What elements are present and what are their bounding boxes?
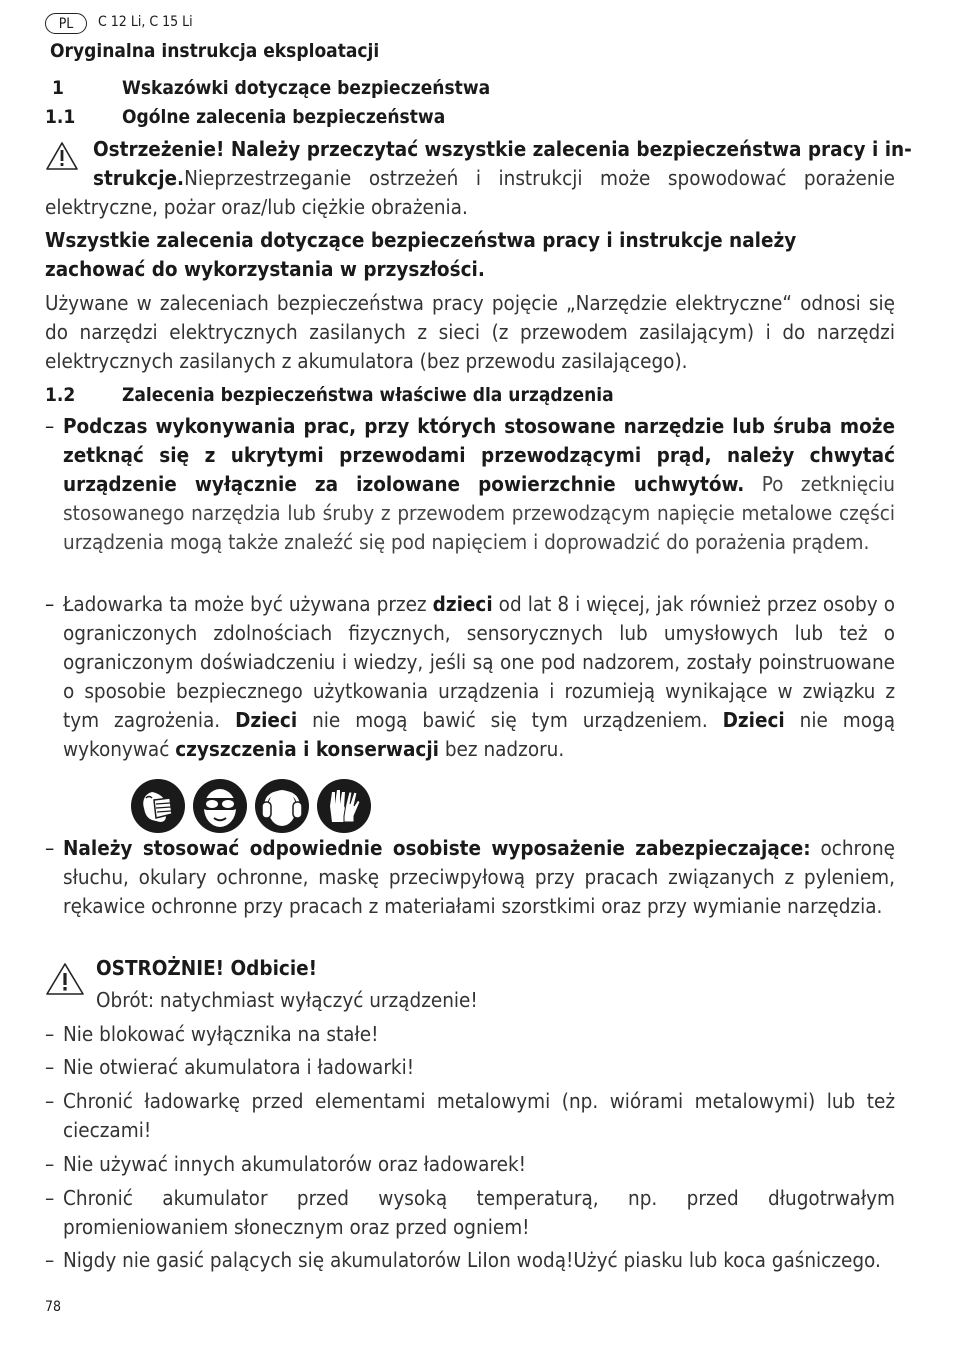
- list-item-text: [63, 834, 895, 921]
- list-item: [45, 1246, 895, 1275]
- list-item: [45, 1053, 895, 1082]
- bullet-dash: –: [45, 836, 55, 860]
- text: bez nadzoru.: [438, 737, 565, 761]
- ppe-icons: [130, 778, 370, 834]
- warning-bold-word: strukcje.: [93, 166, 185, 190]
- section-title: Ogólne zalecenia bezpieczeństwa: [122, 106, 446, 128]
- warning-general: [93, 135, 912, 193]
- list-item-children: [45, 590, 895, 764]
- section-number: 1.2: [45, 384, 76, 406]
- language-badge: PL: [45, 13, 87, 34]
- list-item: [45, 1087, 895, 1145]
- gloves-icon: [316, 778, 372, 834]
- list-item-text: Chronić akumulator przed wysoką temperaturą, np. przed długotrwałym promieniowaniem słonecznym oraz przed ogniem!: [63, 1186, 895, 1239]
- section-heading-1-1: [45, 106, 895, 132]
- list-item-text: Nie używać innych akumulatorów oraz ładowarek!: [63, 1152, 527, 1176]
- explanation: ochronę słuchu, okulary ochronne, maskę przeciwpyłową przy pracach związanych z pyleniem, rękawice ochronne przy pracach z materiałami szorstkimi oraz przy wymianie narzędzia.: [63, 836, 896, 918]
- list-item: [45, 1020, 895, 1049]
- bullet-dash: –: [45, 1186, 55, 1210]
- list-item-hidden-wires: [45, 412, 895, 557]
- section-heading-1-2: [45, 384, 895, 410]
- page-number: 78: [45, 1299, 62, 1315]
- definition-paragraph: Używane w zaleceniach bezpieczeństwa pracy pojęcie „Narzędzie elektryczne“ odnosi się do narzędzi elektrycznych zasilanych z sieci (z przewodem zasilającym) i do narzędzi elektrycznych zasilanych z akumulatora (bez przewodu zasilającego).: [45, 291, 895, 373]
- bold-text: Dzieci: [722, 708, 785, 732]
- bullet-dash: –: [45, 592, 55, 616]
- ear-protection-icon: [254, 778, 310, 834]
- bold-instruction: Podczas wykonywania prac, przy których stosowane narzędzie lub śruba może zetknąć się z ukrytymi przewodami przewodzącymi prąd, należy chwytać urządzenie wyłącznie za izolowane powierzchnie uchwytów.: [63, 414, 895, 496]
- bold-text: czyszczenia i konserwacji: [175, 737, 439, 761]
- list-item-text: Chronić ładowarkę przed elementami metalowymi (np. wiórami metalowymi) lub też cieczami!: [63, 1089, 895, 1142]
- bullet-dash: –: [45, 1089, 55, 1113]
- bullet-dash: –: [45, 414, 55, 438]
- caution-kickback-title: OSTROŻNIE! Odbicie!: [96, 956, 318, 980]
- bold-text: Dzieci: [235, 708, 298, 732]
- bold-instruction: Należy stosować odpowiednie osobiste wyposażenie zabezpieczające:: [63, 836, 811, 860]
- list-item-text: [63, 590, 895, 764]
- warning-line-1: Ostrzeżenie! Należy przeczytać wszystkie zalecenia bezpieczeństwa pracy i in-: [93, 137, 912, 161]
- warning-line-2: [93, 164, 895, 193]
- dust-mask-icon: [130, 778, 186, 834]
- text: Ładowarka ta może być używana przez: [63, 592, 433, 616]
- list-item-text: [63, 412, 895, 557]
- bullet-dash: –: [45, 1248, 55, 1272]
- warning-triangle-icon: [45, 141, 79, 171]
- section-title: Wskazówki dotyczące bezpieczeństwa: [122, 77, 491, 99]
- caution-kickback-text: Obrót: natychmiast wyłączyć urządzenie!: [96, 988, 478, 1012]
- list-item-text: Nigdy nie gasić palących się akumulatorów LiIon wodą!Użyć piasku lub koca gaśniczego.: [63, 1248, 881, 1272]
- warning-text: Nieprzestrzeganie ostrzeżeń i instrukcji może spowodować porażenie: [184, 166, 895, 190]
- model-name: C 12 Li, C 15 Li: [98, 14, 193, 30]
- document-title: Oryginalna instrukcja eksploatacji: [50, 40, 380, 62]
- section-number: 1.1: [45, 106, 76, 128]
- bullet-dash: –: [45, 1152, 55, 1176]
- bullet-dash: –: [45, 1022, 55, 1046]
- explanation: Po zetknięciu stosowanego narzędzia lub śruby z przewodem przewodzącym napięcie metalowe części urządzenia mogą także znaleźć się pod napięciem i doprowadzić do porażenia prądem.: [63, 472, 895, 554]
- text: nie mogą bawić się tym urządzeniem.: [297, 708, 723, 732]
- text: od lat 8 i więcej, jak również przez osoby o ograniczonych zdolnościach fizycznych, sensorycznych lub umysłowych lub też o ograniczonym doświadczeniu i wiedzy, jeśli są one pod nadzorem, zostały poinstruowane o sposobie bezpiecznego użytkowania urządzenia i rozumieją wynikające w związku z tym zagrożenia.: [63, 592, 895, 732]
- list-item-ppe: [45, 834, 895, 921]
- warning-triangle-icon: [45, 962, 85, 996]
- bullet-dash: –: [45, 1055, 55, 1079]
- list-item-text: Nie blokować wyłącznika na stałe!: [63, 1022, 379, 1046]
- section-number: 1: [52, 77, 64, 99]
- list-item: [45, 1184, 895, 1242]
- section-heading-1: [52, 77, 902, 103]
- section-title: Zalecenia bezpieczeństwa właściwe dla urządzenia: [122, 384, 614, 406]
- list-item: [45, 1150, 895, 1179]
- safety-goggles-icon: [192, 778, 248, 834]
- keep-instructions-notice: Wszystkie zalecenia dotyczące bezpieczeństwa pracy i instrukcje należy zachować do wykorzystania w przyszłości.: [45, 228, 797, 281]
- list-item-text: Nie otwierać akumulatora i ładowarki!: [63, 1055, 415, 1079]
- bold-text: dzieci: [432, 592, 493, 616]
- text: nie mogą wykonywać: [63, 708, 896, 761]
- warning-line-3: elektryczne, pożar oraz/lub ciężkie obrażenia.: [45, 195, 468, 219]
